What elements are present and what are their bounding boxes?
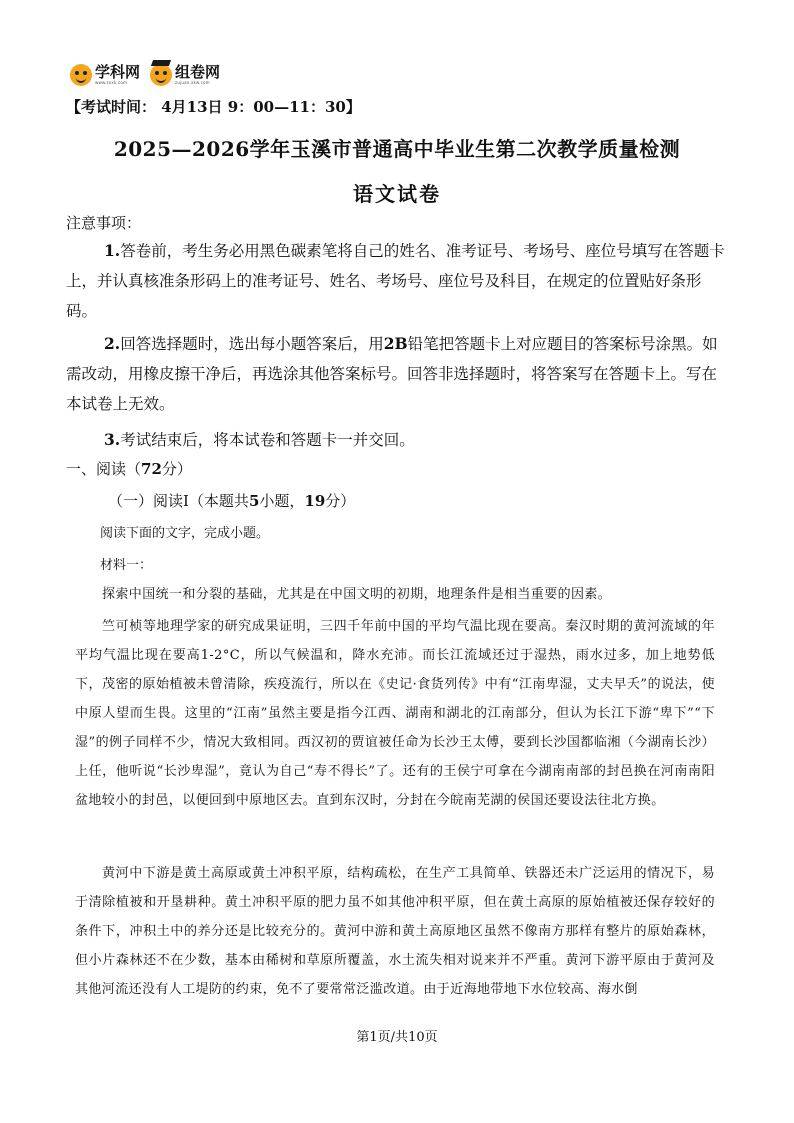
- subsection-score: 19: [304, 492, 326, 510]
- note-item-2: [66, 329, 728, 419]
- note-number: 1.: [104, 241, 121, 260]
- logo-url: zujuan.xkw.com: [175, 80, 210, 85]
- passage-paragraph: 竺可桢等地理学家的研究成果证明，三四千年前中国的平均气温比现在要高。秦汉时期的黄河流域的年平均气温比现在要高1-2°C，所以气候温和，降水充沛。而长江流域还过于湿热，雨水过多，加上地势低下，茂密的原始植被未曾清除，疾疫流行，所以在《史记·食货列传》中有“江南卑湿，丈夫早夭”的说法，使中原人望而生畏。这里的“江南”虽然主要是指今江西、湖南和湖北的江南部分，但认为长江下游“卑下”“下湿”的例子同样不少，情况大致相同。西汉初的贾谊被任命为长沙王太傅，要到长沙国都临湘（今湖南长沙）上任，他听说“长沙卑湿”，竟认为自己“寿不得长”了。还有的王侯宁可拿在今湖南南部的封邑换在河南南阳盆地较小的封邑，以便回到中原地区去。直到东汉时，分封在今皖南芜湖的侯国还要设法往北方换。: [75, 619, 715, 808]
- subsection-text: 分）: [325, 492, 356, 510]
- section-text: 一、阅读（: [66, 460, 142, 478]
- smiley-icon: [70, 64, 92, 86]
- subsection-heading: [108, 490, 355, 511]
- page-footer: [0, 1026, 794, 1045]
- logo-zujuan[interactable]: [150, 64, 220, 86]
- footer-text: 页: [424, 1030, 438, 1045]
- note-item-3: [66, 425, 728, 455]
- note-number: 3.: [104, 430, 121, 449]
- section-text: 分）: [161, 460, 192, 478]
- footer-text: 第: [356, 1030, 370, 1045]
- note-text: 铅笔把答题卡上对应题目的答案标号涂黑。如需改动，用橡皮擦干净后，再选涂其他答案标号。回答非选择题时，将答案写在答题卡上。写在本试卷上无效。: [66, 335, 718, 413]
- logo-zxxk[interactable]: [70, 64, 140, 86]
- logo-name: 学科网: [95, 63, 141, 81]
- note-bold: 2B: [383, 334, 408, 353]
- note-number: 2.: [104, 334, 121, 353]
- exam-subtitle: 语文试卷: [353, 182, 441, 206]
- graduation-cap-icon: [150, 64, 172, 86]
- logo-url: www.zxxk.com: [95, 80, 128, 85]
- exam-time: 【考试时间： 4月13日 9：00—11：30】: [66, 98, 361, 116]
- note-item-1: [66, 236, 728, 326]
- exam-title: 2025—2026学年玉溪市普通高中毕业生第二次教学质量检测: [113, 137, 681, 161]
- note-text: 回答选择题时，选出每小题答案后，用: [120, 335, 384, 353]
- reading-instruction: 阅读下面的文字，完成小题。: [100, 526, 270, 541]
- footer-text: 页/共: [377, 1030, 409, 1045]
- note-text: 答卷前，考生务必用黑色碳素笔将自己的姓名、准考证号、考场号、座位号填写在答题卡上，并认真核准条形码上的准考证号、姓名、考场号、座位号及科目，在规定的位置贴好条形码。: [66, 242, 725, 320]
- notes-heading: 注意事项：: [66, 214, 142, 232]
- header-logos: [70, 62, 220, 88]
- page-number: 1: [369, 1030, 378, 1045]
- passage-paragraph: 黄河中下游是黄土高原或黄土冲积平原，结构疏松，在生产工具简单、铁器还未广泛运用的情况下，易于清除植被和开垦耕种。黄土冲积平原的肥力虽不如其他冲积平原，但在黄土高原的原始植被还保存较好的条件下，冲积土中的养分还是比较充分的。黄河中游和黄土高原地区虽然不像南方那样有整片的原始森林，但小片森林还不在少数，基本由稀树和草原所覆盖，水土流失相对说来并不严重。黄河下游平原由于黄河及其他河流还没有人工堤防的约束，免不了要常常泛滥改道。由于近海地带地下水位较高、海水倒: [75, 866, 715, 997]
- question-count: 5: [248, 492, 260, 510]
- section-heading: [66, 458, 192, 479]
- passage-paragraph: 探索中国统一和分裂的基础，尤其是在中国文明的初期，地理条件是相当重要的因素。: [102, 587, 612, 602]
- logo-name: 组卷网: [175, 63, 221, 81]
- total-pages: 10: [408, 1030, 425, 1045]
- note-text: 考试结束后，将本试卷和答题卡一并交回。: [120, 431, 415, 449]
- material-label: 材料一：: [100, 558, 153, 573]
- subsection-text: 小题，: [259, 492, 305, 510]
- section-score: 72: [141, 460, 162, 478]
- subsection-text: （一）阅读Ⅰ（本题共: [108, 492, 249, 510]
